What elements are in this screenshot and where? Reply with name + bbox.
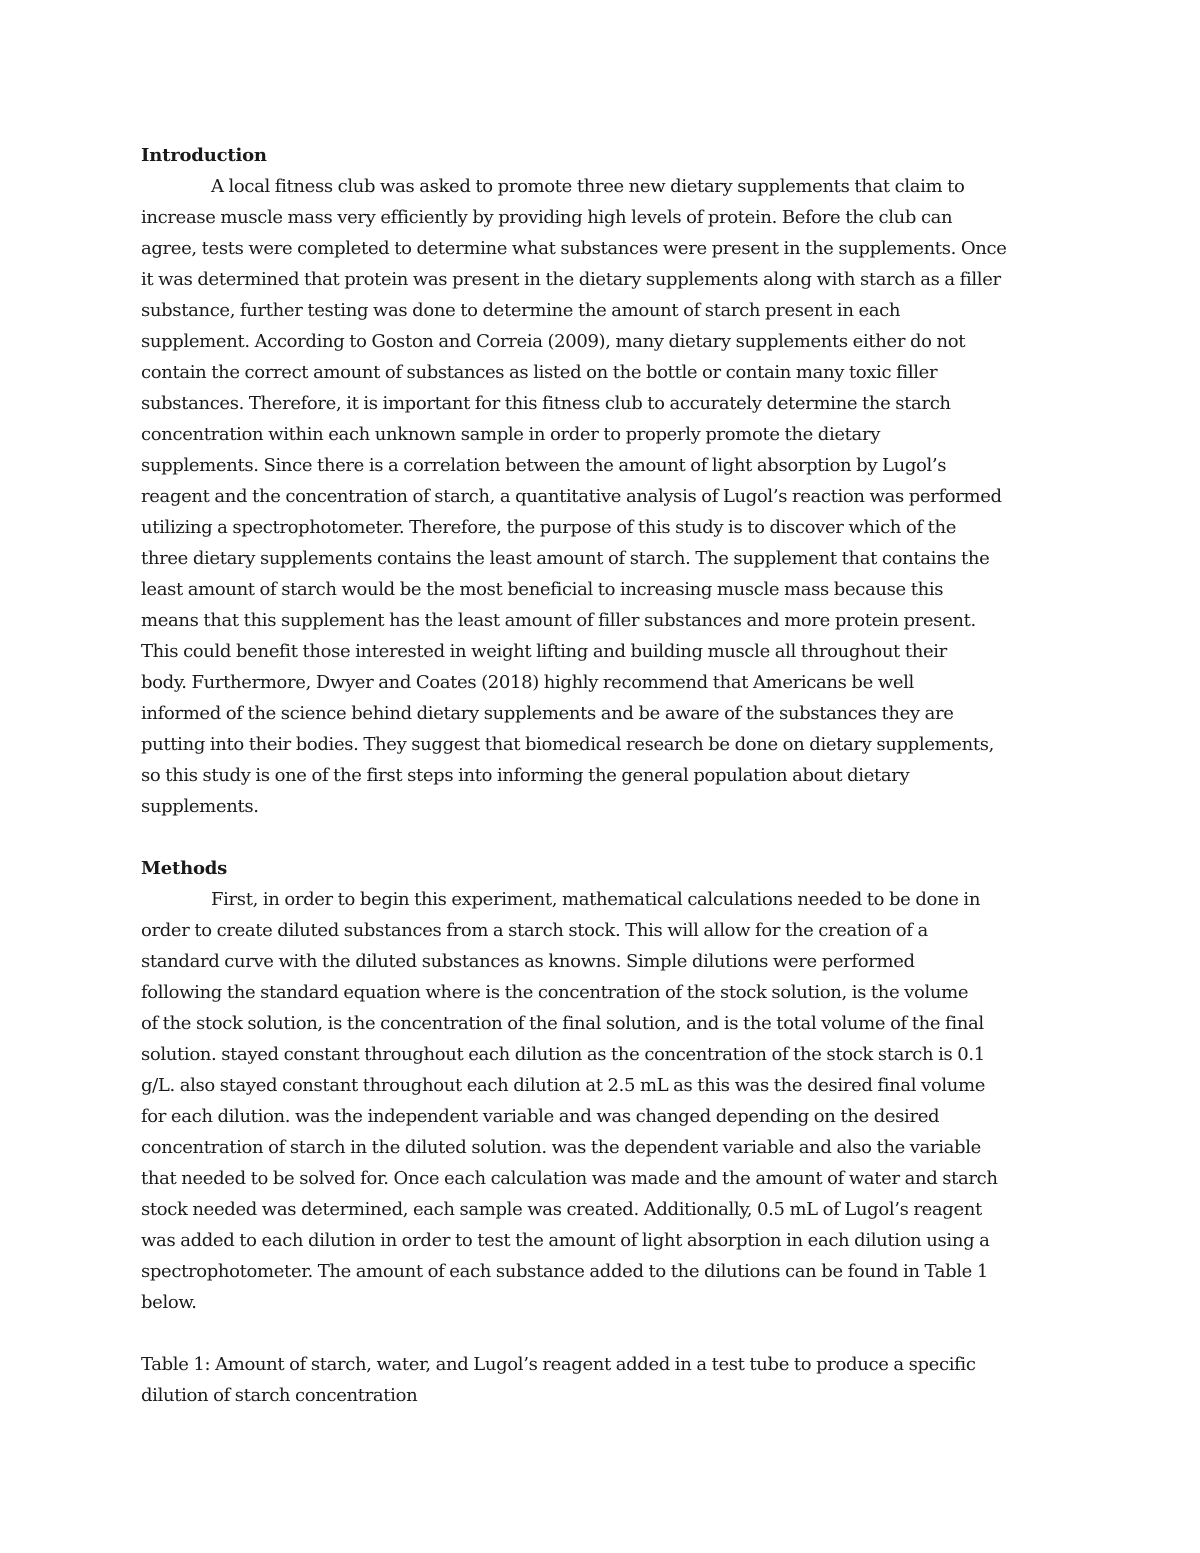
text-line: so this study is one of the first steps into informing the general population about dietary [141, 765, 910, 786]
text-line: following the standard equation where is the concentration of the stock solution, is the volume [141, 982, 969, 1003]
text-line: it was determined that protein was present in the dietary supplements along with starch as a filler [141, 269, 1001, 290]
text-line: utilizing a spectrophotometer. Therefore, the purpose of this study is to discover which of the [141, 517, 957, 538]
text-line: spectrophotometer. The amount of each substance added to the dilutions can be found in Table 1 [141, 1261, 988, 1282]
text-line: substance, further testing was done to determine the amount of starch present in each [141, 300, 901, 321]
text-line: of the stock solution, is the concentration of the final solution, and is the total volume of the final [141, 1013, 984, 1034]
text-line: means that this supplement has the least amount of filler substances and more protein present. [141, 610, 976, 631]
text-line: concentration within each unknown sample in order to properly promote the dietary [141, 424, 881, 445]
text-line: least amount of starch would be the most beneficial to increasing muscle mass because this [141, 579, 944, 600]
text-line: order to create diluted substances from a starch stock. This will allow for the creation of a [141, 920, 928, 941]
text-line: for each dilution. was the independent variable and was changed depending on the desired [141, 1106, 940, 1127]
text-line: body. Furthermore, Dwyer and Coates (2018) highly recommend that Americans be well [141, 672, 914, 693]
text-line: concentration of starch in the diluted solution. was the dependent variable and also the variable [141, 1137, 981, 1158]
text-line: below. [141, 1292, 197, 1313]
caption-line: Table 1: Amount of starch, water, and Lugol’s reagent added in a test tube to produce a specific [141, 1354, 976, 1375]
text-line: standard curve with the diluted substances as knowns. Simple dilutions were performed [141, 951, 915, 972]
introduction-heading: Introduction [141, 145, 267, 166]
text-line: First, in order to begin this experiment, mathematical calculations needed to be done in [211, 889, 981, 910]
text-line: increase muscle mass very efficiently by providing high levels of protein. Before the club can [141, 207, 953, 228]
text-line: This could benefit those interested in weight lifting and building muscle all throughout their [141, 641, 947, 662]
text-line: reagent and the concentration of starch, a quantitative analysis of Lugol’s reaction was performed [141, 486, 1002, 507]
section-spacer [141, 822, 1066, 853]
text-line: A local fitness club was asked to promote three new dietary supplements that claim to [211, 176, 965, 197]
text-line: substances. Therefore, it is important for this fitness club to accurately determine the starch [141, 393, 951, 414]
document-body [141, 140, 1066, 1411]
text-line: putting into their bodies. They suggest that biomedical research be done on dietary supplements, [141, 734, 994, 755]
text-line: three dietary supplements contains the least amount of starch. The supplement that contains the [141, 548, 990, 569]
text-line: contain the correct amount of substances as listed on the bottle or contain many toxic filler [141, 362, 938, 383]
text-line: supplements. [141, 796, 259, 817]
methods-paragraph [141, 884, 1066, 1318]
text-line: supplements. Since there is a correlation between the amount of light absorption by Lugol’s [141, 455, 947, 476]
text-line: agree, tests were completed to determine what substances were present in the supplements. Once [141, 238, 1007, 259]
text-line: supplement. According to Goston and Correia (2009), many dietary supplements either do not [141, 331, 966, 352]
introduction-paragraph [141, 171, 1066, 822]
caption-line: dilution of starch concentration [141, 1385, 418, 1406]
text-line: g/L. also stayed constant throughout each dilution at 2.5 mL as this was the desired final volume [141, 1075, 986, 1096]
text-line: was added to each dilution in order to test the amount of light absorption in each dilution using a [141, 1230, 990, 1251]
section-spacer [141, 1318, 1066, 1349]
text-line: informed of the science behind dietary supplements and be aware of the substances they are [141, 703, 954, 724]
text-line: solution. stayed constant throughout each dilution as the concentration of the stock starch is 0.1 [141, 1044, 985, 1065]
text-line: that needed to be solved for. Once each calculation was made and the amount of water and starch [141, 1168, 998, 1189]
text-line: stock needed was determined, each sample was created. Additionally, 0.5 mL of Lugol’s reagent [141, 1199, 982, 1220]
methods-heading: Methods [141, 858, 228, 879]
table-caption [141, 1349, 1066, 1411]
